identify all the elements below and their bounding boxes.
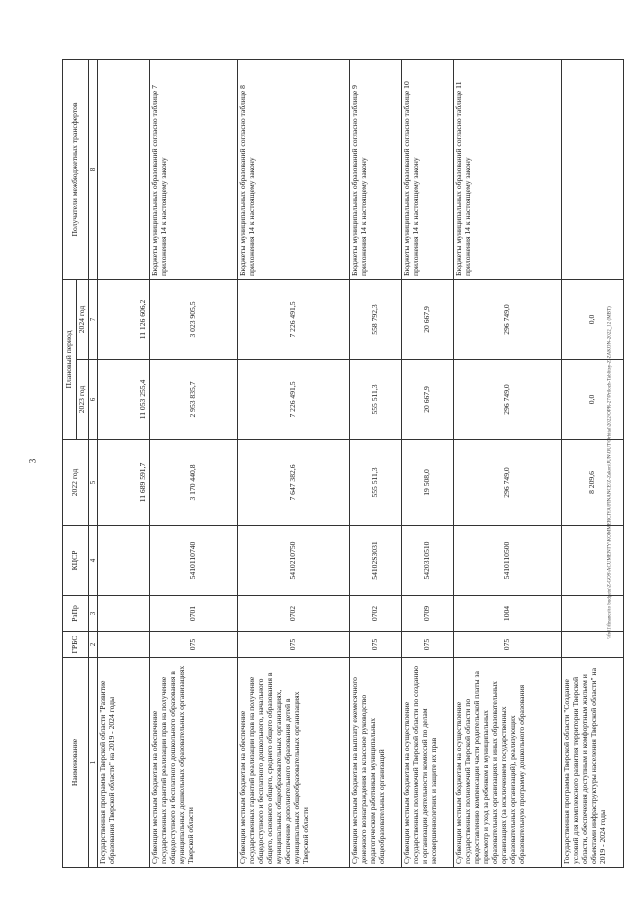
row-kcsr-cell: 5410110500 bbox=[454, 526, 562, 596]
budget-table bbox=[62, 59, 624, 868]
header-year-2024: 2024 год bbox=[77, 280, 89, 360]
col-num: 7 bbox=[88, 280, 97, 360]
row-name-cell: Субвенции местным бюджетам на обеспечение государственных гарантий реализации прав на получение общедоступного и бесплатного дошкольного, начального общего, основного общего, среднего общего образования в муниципальных общеобразовательных организациях, обеспечение дополнительного образования детей в муниципальных общеобразовательных организациях Тверской области bbox=[238, 658, 350, 868]
row-2024-cell: 20 667,9 bbox=[402, 280, 454, 360]
row-name-cell: Субвенции местным бюджетам на осуществление государственных полномочий Тверской области по созданию и организации деятельности комиссий по делам несовершеннолетних и защите их прав bbox=[402, 658, 454, 868]
header-year-2022: 2022 год bbox=[63, 440, 89, 526]
col-num: 2 bbox=[88, 632, 97, 658]
table-row bbox=[402, 60, 454, 868]
table-row bbox=[454, 60, 562, 868]
header-kcsr: КЦСР bbox=[63, 526, 89, 596]
row-grbs-cell bbox=[562, 632, 624, 658]
row-rzpr-cell: 0702 bbox=[350, 596, 402, 632]
row-2024-cell: 296 749,0 bbox=[454, 280, 562, 360]
row-grbs-cell: 075 bbox=[402, 632, 454, 658]
row-grbs-cell: 075 bbox=[454, 632, 562, 658]
row-kcsr-cell bbox=[562, 526, 624, 596]
row-grbs-cell: 075 bbox=[150, 632, 238, 658]
row-grbs-cell: 075 bbox=[350, 632, 402, 658]
row-rzpr-cell: 0701 bbox=[150, 596, 238, 632]
row-2024-cell: 558 792,3 bbox=[350, 280, 402, 360]
row-2023-cell: 20 667,9 bbox=[402, 360, 454, 440]
row-2024-cell: 7 226 491,5 bbox=[238, 280, 350, 360]
header-recipients: Получатели межбюджетных трансфертов bbox=[63, 60, 89, 280]
row-2022-cell: 296 749,0 bbox=[454, 440, 562, 526]
footer-file-path: \\fs01\finance\to budgetu\Z-GOS\ACUMENTY\KOMMERCIYA\FINANCE\Z-Zakon\JUN\OUT\Orbital\2022\OPR-27\Prilozh-Tablitsy-Z-ZAKON-2022_12 (MBT) bbox=[607, 306, 613, 639]
row-2022-cell: 8 209,6 bbox=[562, 440, 624, 526]
row-2023-cell: 11 053 255,4 bbox=[98, 360, 150, 440]
col-num: 3 bbox=[88, 596, 97, 632]
row-recipient-cell: Бюджеты муниципальных образований согласно таблице 11 приложения 14 к настоящему закону bbox=[454, 60, 562, 280]
table-row bbox=[238, 60, 350, 868]
col-num: 6 bbox=[88, 360, 97, 440]
header-year-2023: 2023 год bbox=[77, 360, 89, 440]
row-rzpr-cell: 0702 bbox=[238, 596, 350, 632]
row-recipient-cell bbox=[562, 60, 624, 280]
row-2024-cell: 0,0 bbox=[562, 280, 624, 360]
table-row bbox=[98, 60, 150, 868]
row-2024-cell: 11 126 606,2 bbox=[98, 280, 150, 360]
column-number-row bbox=[88, 60, 97, 868]
row-name-cell: Субвенции местным бюджетам на осуществление государственных полномочий Тверской области по предоставлению компенсации части родительской платы за присмотр и уход за ребенком в муниципальных образовательных организациях и иных образовательных организациях (за исключением государственных образовательных организаций), реализующих образовательную программу дошкольного образования bbox=[454, 658, 562, 868]
row-kcsr-cell: 54102S3031 bbox=[350, 526, 402, 596]
row-recipient-cell: Бюджеты муниципальных образований согласно таблице 9 приложения 14 к настоящему закону bbox=[350, 60, 402, 280]
row-rzpr-cell bbox=[98, 596, 150, 632]
row-kcsr-cell bbox=[98, 526, 150, 596]
table-body bbox=[98, 60, 624, 868]
col-num: 1 bbox=[88, 658, 97, 868]
row-recipient-cell: Бюджеты муниципальных образований согласно таблице 7 приложения 14 к настоящему закону bbox=[150, 60, 238, 280]
row-grbs-cell bbox=[98, 632, 150, 658]
page-number: 3 bbox=[27, 458, 38, 464]
table-row bbox=[150, 60, 238, 868]
table-row bbox=[562, 60, 624, 868]
row-2022-cell: 19 508,0 bbox=[402, 440, 454, 526]
row-2023-cell: 555 511,3 bbox=[350, 360, 402, 440]
row-kcsr-cell: 5410210750 bbox=[238, 526, 350, 596]
header-grbs: ГРБС bbox=[63, 632, 89, 658]
header-plan-period: Плановый период bbox=[63, 280, 77, 440]
row-2023-cell: 296 749,0 bbox=[454, 360, 562, 440]
header-name: Наименование bbox=[63, 658, 89, 868]
row-kcsr-cell: 5420310510 bbox=[402, 526, 454, 596]
row-name-cell: Государственная программа Тверской области "Создание условий для комплексного развития территории Тверской области, обеспечения доступным и комфортным жильем и объектами инфраструктуры населения Тверской области" на 2019 - 2024 годы bbox=[562, 658, 624, 868]
row-2022-cell: 7 647 382,6 bbox=[238, 440, 350, 526]
row-name-cell: Субвенции местным бюджетам на выплату ежемесячного денежного вознаграждения за классное руководство педагогическим работникам муниципальных общеобразовательных организаций bbox=[350, 658, 402, 868]
row-rzpr-cell: 0709 bbox=[402, 596, 454, 632]
row-2022-cell: 3 170 440,8 bbox=[150, 440, 238, 526]
row-kcsr-cell: 5410110740 bbox=[150, 526, 238, 596]
row-2023-cell: 2 953 835,7 bbox=[150, 360, 238, 440]
row-rzpr-cell bbox=[562, 596, 624, 632]
row-2023-cell: 7 226 491,5 bbox=[238, 360, 350, 440]
row-2024-cell: 3 023 905,5 bbox=[150, 280, 238, 360]
col-num: 4 bbox=[88, 526, 97, 596]
row-2022-cell: 11 689 591,7 bbox=[98, 440, 150, 526]
row-recipient-cell bbox=[98, 60, 150, 280]
row-2023-cell: 0,0 bbox=[562, 360, 624, 440]
row-2022-cell: 555 511,3 bbox=[350, 440, 402, 526]
row-name-cell: Субвенции местным бюджетам на обеспечение государственных гарантий реализации прав на получение общедоступного и бесплатного дошкольного образования в муниципальных дошкольных образовательных организациях Тверской области bbox=[150, 658, 238, 868]
header-rzpr: РзПр bbox=[63, 596, 89, 632]
row-rzpr-cell: 1004 bbox=[454, 596, 562, 632]
table-row bbox=[350, 60, 402, 868]
row-grbs-cell: 075 bbox=[238, 632, 350, 658]
row-recipient-cell: Бюджеты муниципальных образований согласно таблице 8 приложения 14 к настоящему закону bbox=[238, 60, 350, 280]
col-num: 5 bbox=[88, 440, 97, 526]
row-name-cell: Государственная программа Тверской области "Развитие образования Тверской области" на 2019 - 2024 годы bbox=[98, 658, 150, 868]
col-num: 8 bbox=[88, 60, 97, 280]
row-recipient-cell: Бюджеты муниципальных образований согласно таблице 10 приложения 14 к настоящему закону bbox=[402, 60, 454, 280]
rotated-table-container bbox=[62, 60, 608, 868]
